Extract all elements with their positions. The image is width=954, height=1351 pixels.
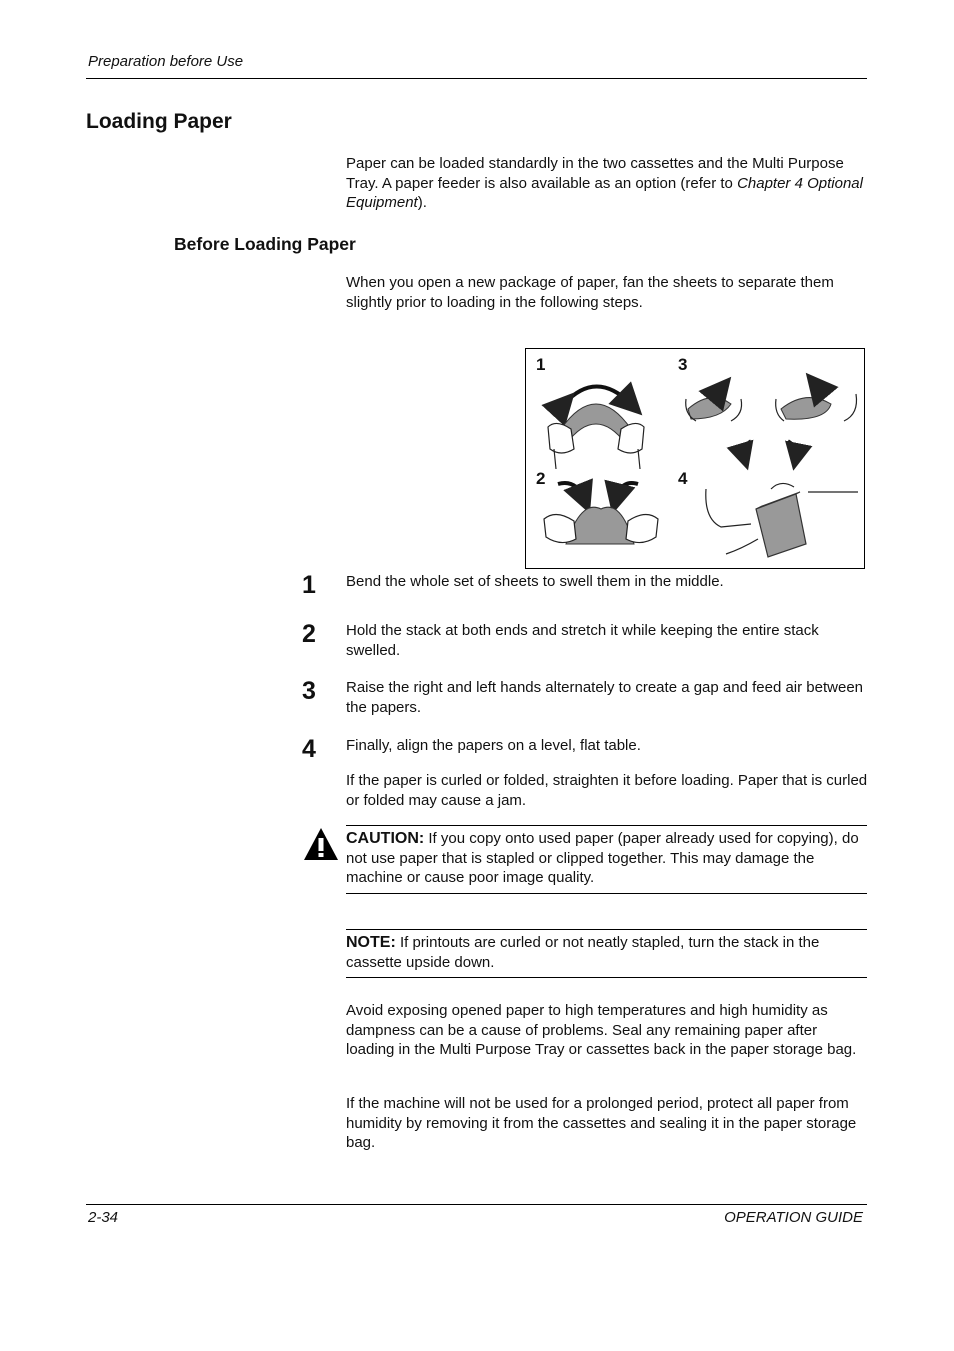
stretch-paper-illustration [544, 483, 658, 544]
caution-top-rule [346, 825, 867, 826]
bend-paper-illustration [548, 387, 644, 470]
figure-label-2: 2 [536, 469, 546, 488]
caution-box [346, 829, 868, 888]
chapter-reference: Chapter 4 Optional Equipment [346, 174, 863, 211]
guide-name: OPERATION GUIDE [724, 1209, 863, 1226]
footer-rule [86, 1204, 867, 1205]
note-label: NOTE: [346, 934, 396, 951]
figure-label-4: 4 [678, 469, 688, 488]
step-number-3: 3 [302, 677, 316, 705]
step-text-3: Raise the right and left hands alternately to create a gap and feed air between the papers. [346, 679, 864, 716]
air-paper-illustration [686, 385, 857, 457]
note-top-rule [346, 929, 867, 930]
section-intro: When you open a new package of paper, fan the sheets to separate them slightly prior to loading in the following steps. [346, 274, 834, 311]
align-paper-illustration [706, 483, 858, 557]
note-bottom-rule [346, 977, 867, 978]
note-text: If printouts are curled or not neatly stapled, turn the stack in the cassette upside down. [346, 934, 820, 971]
caution-bottom-rule [346, 893, 867, 894]
step-text-2: Hold the stack at both ends and stretch it while keeping the entire stack swelled. [346, 622, 819, 659]
caution-label: CAUTION: [346, 830, 425, 847]
step-number-2: 2 [302, 620, 316, 648]
curl-note: If the paper is curled or folded, straighten it before loading. Paper that is curled or folded may cause a jam. [346, 772, 868, 809]
page-title: Loading Paper [86, 110, 232, 133]
figure-label-3: 3 [678, 355, 688, 374]
step-number-4: 4 [302, 735, 316, 763]
note-box [346, 933, 868, 972]
warning-triangle-icon [303, 827, 339, 861]
section-title: Before Loading Paper [174, 234, 356, 254]
protect-paragraph: If the machine will not be used for a prolonged period, protect all paper from humidity by removing it from the cassettes and sealing it in the paper storage bag. [346, 1095, 857, 1151]
fanning-illustration [526, 349, 863, 567]
page-number: 2-34 [88, 1209, 119, 1226]
step-text-1: Bend the whole set of sheets to swell them in the middle. [346, 573, 724, 590]
step-number-1: 1 [302, 571, 316, 599]
step-text-4: Finally, align the papers on a level, flat table. [346, 737, 641, 754]
intro-text-end: ). [417, 194, 427, 211]
header-rule [86, 78, 867, 79]
caution-text: If you copy onto used paper (paper already used for copying), do not use paper that is stapled or clipped together. This may damage the machine or cause poor image quality. [346, 830, 859, 886]
intro-text: Paper can be loaded standardly in the two cassettes and the Multi Purpose Tray. A paper feeder is also available as an option (refer to [346, 155, 844, 192]
paper-fanning-figure [525, 348, 865, 569]
figure-label-1: 1 [536, 355, 546, 374]
intro-paragraph [346, 154, 868, 213]
storage-paragraph: Avoid exposing opened paper to high temperatures and high humidity as dampness can be a cause of problems. Seal any remaining paper after loading in the Multi Purpose Tray or cassettes back in the paper storage bag. [346, 1002, 857, 1058]
running-header: Preparation before Use [88, 53, 244, 70]
